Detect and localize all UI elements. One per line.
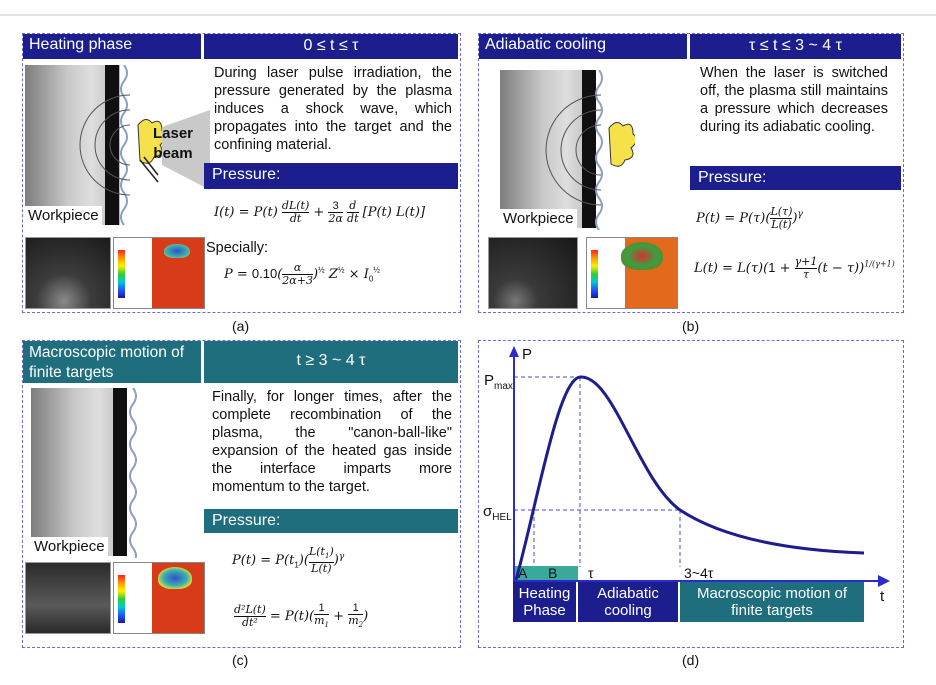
- simulation-image-c: [113, 562, 205, 634]
- simulation-image-a: [113, 237, 205, 309]
- phase-heating: Heating Phase: [513, 582, 576, 622]
- caption-c: (c): [232, 652, 249, 668]
- workpiece-label: Workpiece: [500, 209, 577, 228]
- top-divider: [0, 14, 936, 16]
- workpiece-label: Workpiece: [31, 537, 108, 556]
- panel-c-pressure-label: Pressure:: [204, 509, 458, 533]
- y-axis-arrow: [509, 346, 519, 357]
- laser-beam-label: Laser beam: [152, 125, 194, 162]
- pmax-label: $P_{max}$: [484, 372, 513, 392]
- plasma-photo-b: [488, 237, 578, 309]
- panel-c-time: t ≥ 3 ~ 4 τ: [204, 341, 458, 383]
- panel-b-title: Adiabatic cooling: [479, 34, 687, 59]
- panel-c-description: Finally, for longer times, after the complete recombination of the plasma, the "canon-ball-like" expansion of the heated gas inside the interface imparts more momentum to the target.: [212, 389, 452, 495]
- color-scale: [118, 575, 125, 623]
- workpiece-image-c: [31, 388, 127, 556]
- equation-specially: P = 0.10( $\frac{\alpha}{2\alpha+3})^{\frac{1}{2}}$ $Z^{\frac{1}{2}} \times I_0^{\frac{1}{2}}$: [224, 261, 380, 287]
- equation-intensity: I(t) = P(t) $\frac{dL(t)}{dt}$ + $\frac{3}{2\alpha}$ $\frac{d}{dt} [P(t)$ L(t)]: [214, 199, 426, 225]
- tau34-label: 3~4τ: [684, 565, 714, 581]
- marker-b: B: [548, 565, 558, 581]
- marker-a: A: [518, 565, 528, 581]
- interface-wave-c: [127, 388, 147, 558]
- stress-blob: [621, 242, 663, 270]
- panel-b-description: When the laser is switched off, the plasma still maintains a pressure which decreases during its adiabatic cooling.: [700, 65, 888, 135]
- target-wall: [113, 388, 127, 556]
- caption-d: (d): [682, 652, 700, 668]
- sigma-hel-label: $\sigma_{HEL}$: [483, 503, 512, 523]
- color-scale: [591, 250, 598, 298]
- x-axis-label: t: [880, 588, 885, 605]
- phase-macroscopic: Macroscopic motion of finite targets: [680, 582, 864, 622]
- panel-a-pressure-label: Pressure:: [204, 163, 458, 189]
- specially-label: Specially:: [206, 240, 269, 256]
- equation-motion: $\frac{\text{d²L(t)}}{\text{dt²}} = P(t)$( $\frac{1}{m_1}$ + $\frac{1}{m_2}$): [234, 602, 369, 630]
- equation-length-adiabatic: L(t) = L(τ)(1 + $\frac{\gamma+1}{\tau}(t - \tau))^{1/(\gamma+1)}$: [694, 255, 895, 281]
- x-axis-arrow: [878, 575, 890, 587]
- plasma-photo-a: [25, 237, 111, 309]
- panel-a-time: 0 ≤ t ≤ τ: [204, 34, 458, 59]
- panel-a-title: Heating phase: [23, 34, 201, 59]
- y-axis-label: P: [522, 346, 533, 363]
- pressure-curve: [516, 377, 864, 580]
- plasma-photo-c: [25, 562, 111, 634]
- caption-a: (a): [232, 318, 250, 334]
- panel-b-time: τ ≤ t ≤ 3 ~ 4 τ: [690, 34, 901, 59]
- phase-adiabatic: Adiabatic cooling: [578, 582, 678, 622]
- panel-a-description: During laser pulse irradiation, the pressure generated by the plasma induces a shock wave, which propagates into the target and the confining material.: [214, 65, 452, 153]
- caption-b: (b): [682, 318, 700, 334]
- equation-pressure-adiabatic: P(t) = P(τ)( $\frac{L(\tau)}{L(t)})^\gamma$: [696, 205, 803, 231]
- panel-c-title: Macroscopic motion of finite targets: [23, 341, 201, 383]
- shock-wave-graphic-b: [545, 70, 635, 230]
- stress-blob: [158, 567, 192, 589]
- panel-b-pressure-label: Pressure:: [690, 166, 901, 190]
- simulation-image-b: [586, 237, 678, 309]
- workpiece-label: Workpiece: [25, 206, 102, 225]
- tau-label: τ: [588, 565, 594, 581]
- stress-blob: [164, 244, 190, 258]
- equation-pressure-motion: $P(t) = P(t_1)$( $\frac{L(t_1)}{L(t)})^\gamma$: [232, 545, 345, 576]
- color-scale: [118, 250, 125, 298]
